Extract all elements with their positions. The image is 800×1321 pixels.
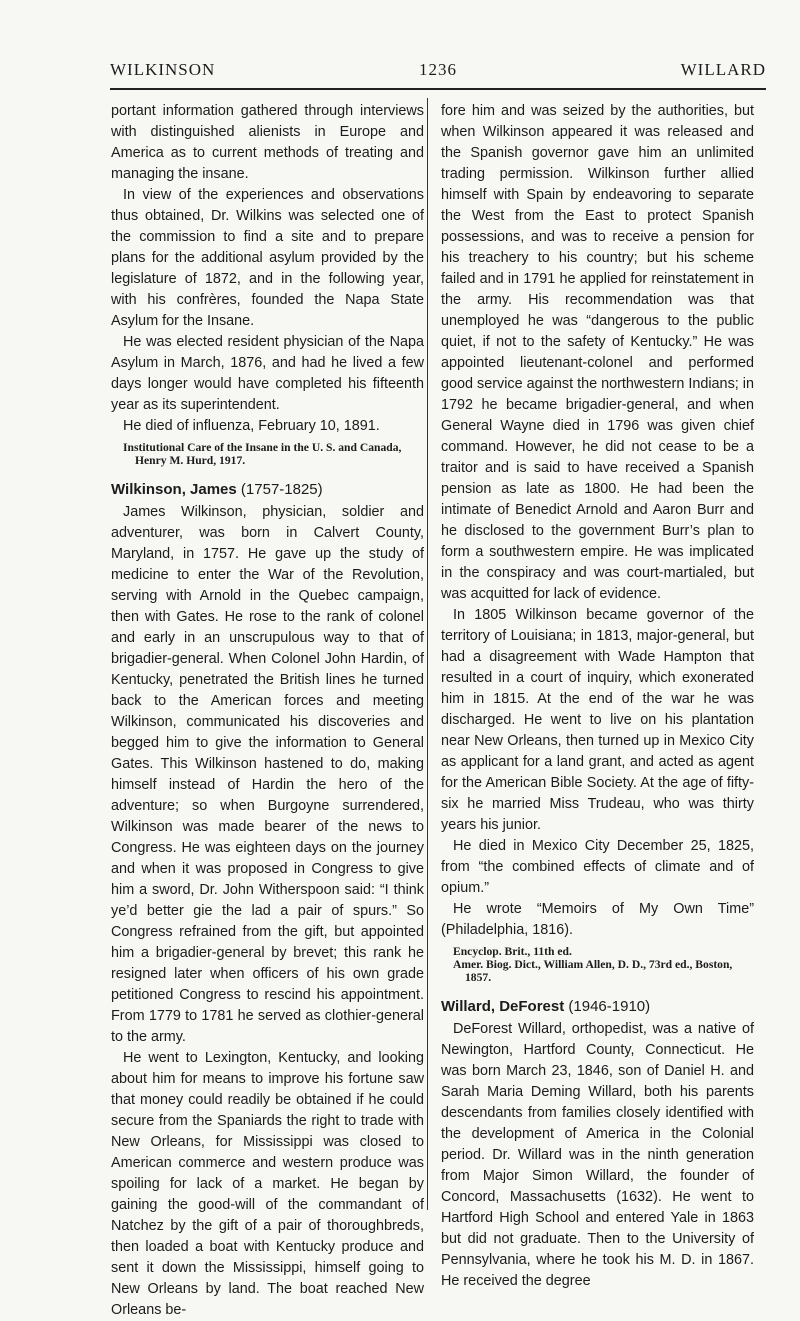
entry-name: Wilkinson, James [111, 481, 237, 498]
right-column [441, 101, 754, 1292]
paragraph: fore him and was seized by the authorities, but when Wilkinson appeared it was released and the Spanish governor gave him an unlimited trading permission. Wilkinson further allied himself with Spain by endeavoring to separate the West from the East to protect Spanish possessions, and was to receive a pension for his treachery to his country; but his scheme failed and in 1791 he applied for reinstatement in the army. His recommendation was that unemployed he was “dangerous to the public quiet, if not to the safety of Kentucky.” He was appointed lieutenant-colonel and performed good service against the northwestern Indians; in 1792 he became brigadier-general, and when General Wayne died in 1796 was given chief command. However, he did not cease to be a traitor and is said to have received a Spanish pension as late as 1800. He had been the intimate of Benedict Arnold and Aaron Burr and he disclosed to the government Burr’s plan to form a southwestern empire. He was implicated in the conspiracy and was court-martialed, but was acquitted for lack of evidence. [441, 103, 754, 602]
paragraph: He was elected resident physician of the Napa Asylum in March, 1876, and had he lived a few days longer would have completed his fifteenth year as its superintendent. [111, 334, 424, 413]
reference: Amer. Biog. Dict., William Allen, D. D., 73rd ed., Boston, 1857. [453, 958, 733, 984]
entry-dates: (1757-1825) [240, 481, 323, 498]
page-number: 1236 [419, 60, 457, 79]
references [111, 441, 424, 467]
paragraph: He died of influenza, February 10, 1891. [123, 418, 380, 434]
entry-heading [111, 479, 424, 500]
left-column [111, 101, 424, 1321]
header-right-term: WILLARD [680, 60, 766, 79]
reference: Institutional Care of the Insane in the U. S. and Canada, Henry M. Hurd, 1917. [123, 441, 402, 467]
header-left-term: WILKINSON [110, 60, 216, 79]
running-header [110, 60, 766, 86]
paragraph: He went to Lexington, Kentucky, and looking about him for means to improve his fortune saw that money could readily be obtained if he could secure from the Spaniards the right to trade with New Orleans, for Mississippi was closed to American commerce and western produce was spoiling for lack of a market. He began by gaining the good-will of the commandant of Natchez by the gift of a pair of thoroughbreds, then loaded a boat with Kentucky produce and sent it down the Mississippi, himself going to New Orleans by land. The boat reached New Orleans be- [111, 1050, 424, 1318]
header-rule [110, 88, 766, 90]
paragraph: In 1805 Wilkinson became governor of the territory of Louisiana; in 1813, major-general, but had a disagreement with Wade Hampton that resulted in a court of inquiry, which exonerated him in 1815. At the end of the war he was discharged. He went to live on his plantation near New Orleans, then turned up in Mexico City as applicant for a land grant, and acted as agent for the American Bible Society. At the age of fifty-six he married Miss Trudeau, who was thirty years his junior. [441, 607, 754, 833]
column-divider [427, 98, 428, 1210]
paragraph: James Wilkinson, physician, soldier and adventurer, was born in Calvert County, Maryland, in 1757. He gave up the study of medicine to enter the War of the Revolution, serving with Arnold in the Quebec campaign, then with Gates. He rose to the rank of colonel and early in an unscrupulous way to that of brigadier-general. When Colonel John Hardin, of Kentucky, penetrated the British lines he turned back to the American forces and meeting Wilkinson, communicated his discoveries and begged him to give the information to General Gates. This Wilkinson hastened to do, making himself instead of Hardin the hero of the adventure; so when Burgoyne surrendered, Wilkinson was made bearer of the news to Congress. He was eighteen days on the journey and when it was proposed in Congress to give him a sword, Dr. John Witherspoon said: “I think ye’d better gie the lad a pair of spurs.” So Congress refrained from the gift, but appointed him a brigadier-general by brevet; this rank he resigned later when officers of his own grade petitioned Congress to rescind his appointment. From 1779 to 1781 he served as clothier-general to the army. [111, 504, 424, 1045]
paragraph: He died in Mexico City December 25, 1825, from “the combined effects of climate and of opium.” [441, 838, 754, 896]
references [441, 945, 754, 984]
paragraph: He wrote “Memoirs of My Own Time” (Philadelphia, 1816). [441, 901, 754, 938]
reference: Encyclop. Brit., 11th ed. [453, 945, 572, 958]
paragraph: DeForest Willard, orthopedist, was a native of Newington, Hartford County, Connecticut. He was born March 23, 1846, son of Daniel H. and Sarah Maria Deming Willard, both his parents descendants from families closely identified with the development of America in the Colonial period. Dr. Willard was in the ninth generation from Major Simon Willard, the founder of Concord, Massachusetts (1632). He went to Hartford High School and entered Yale in 1863 but did not graduate. Then to the University of Pennsylvania, where he took his M. D. in 1867. He received the degree [441, 1021, 754, 1289]
paragraph: portant information gathered through interviews with distinguished alienists in Europe and America as to current methods of treating and managing the insane. [111, 103, 424, 182]
entry-heading [441, 996, 754, 1017]
entry-dates: (1946-1910) [568, 998, 651, 1015]
entry-name: Willard, DeForest [441, 998, 565, 1015]
paragraph: In view of the experiences and observations thus obtained, Dr. Wilkins was selected one of the commission to find a site and to prepare plans for the additional asylum provided by the legislature of 1872, and in the following year, with his confrères, founded the Napa State Asylum for the Insane. [111, 187, 424, 329]
